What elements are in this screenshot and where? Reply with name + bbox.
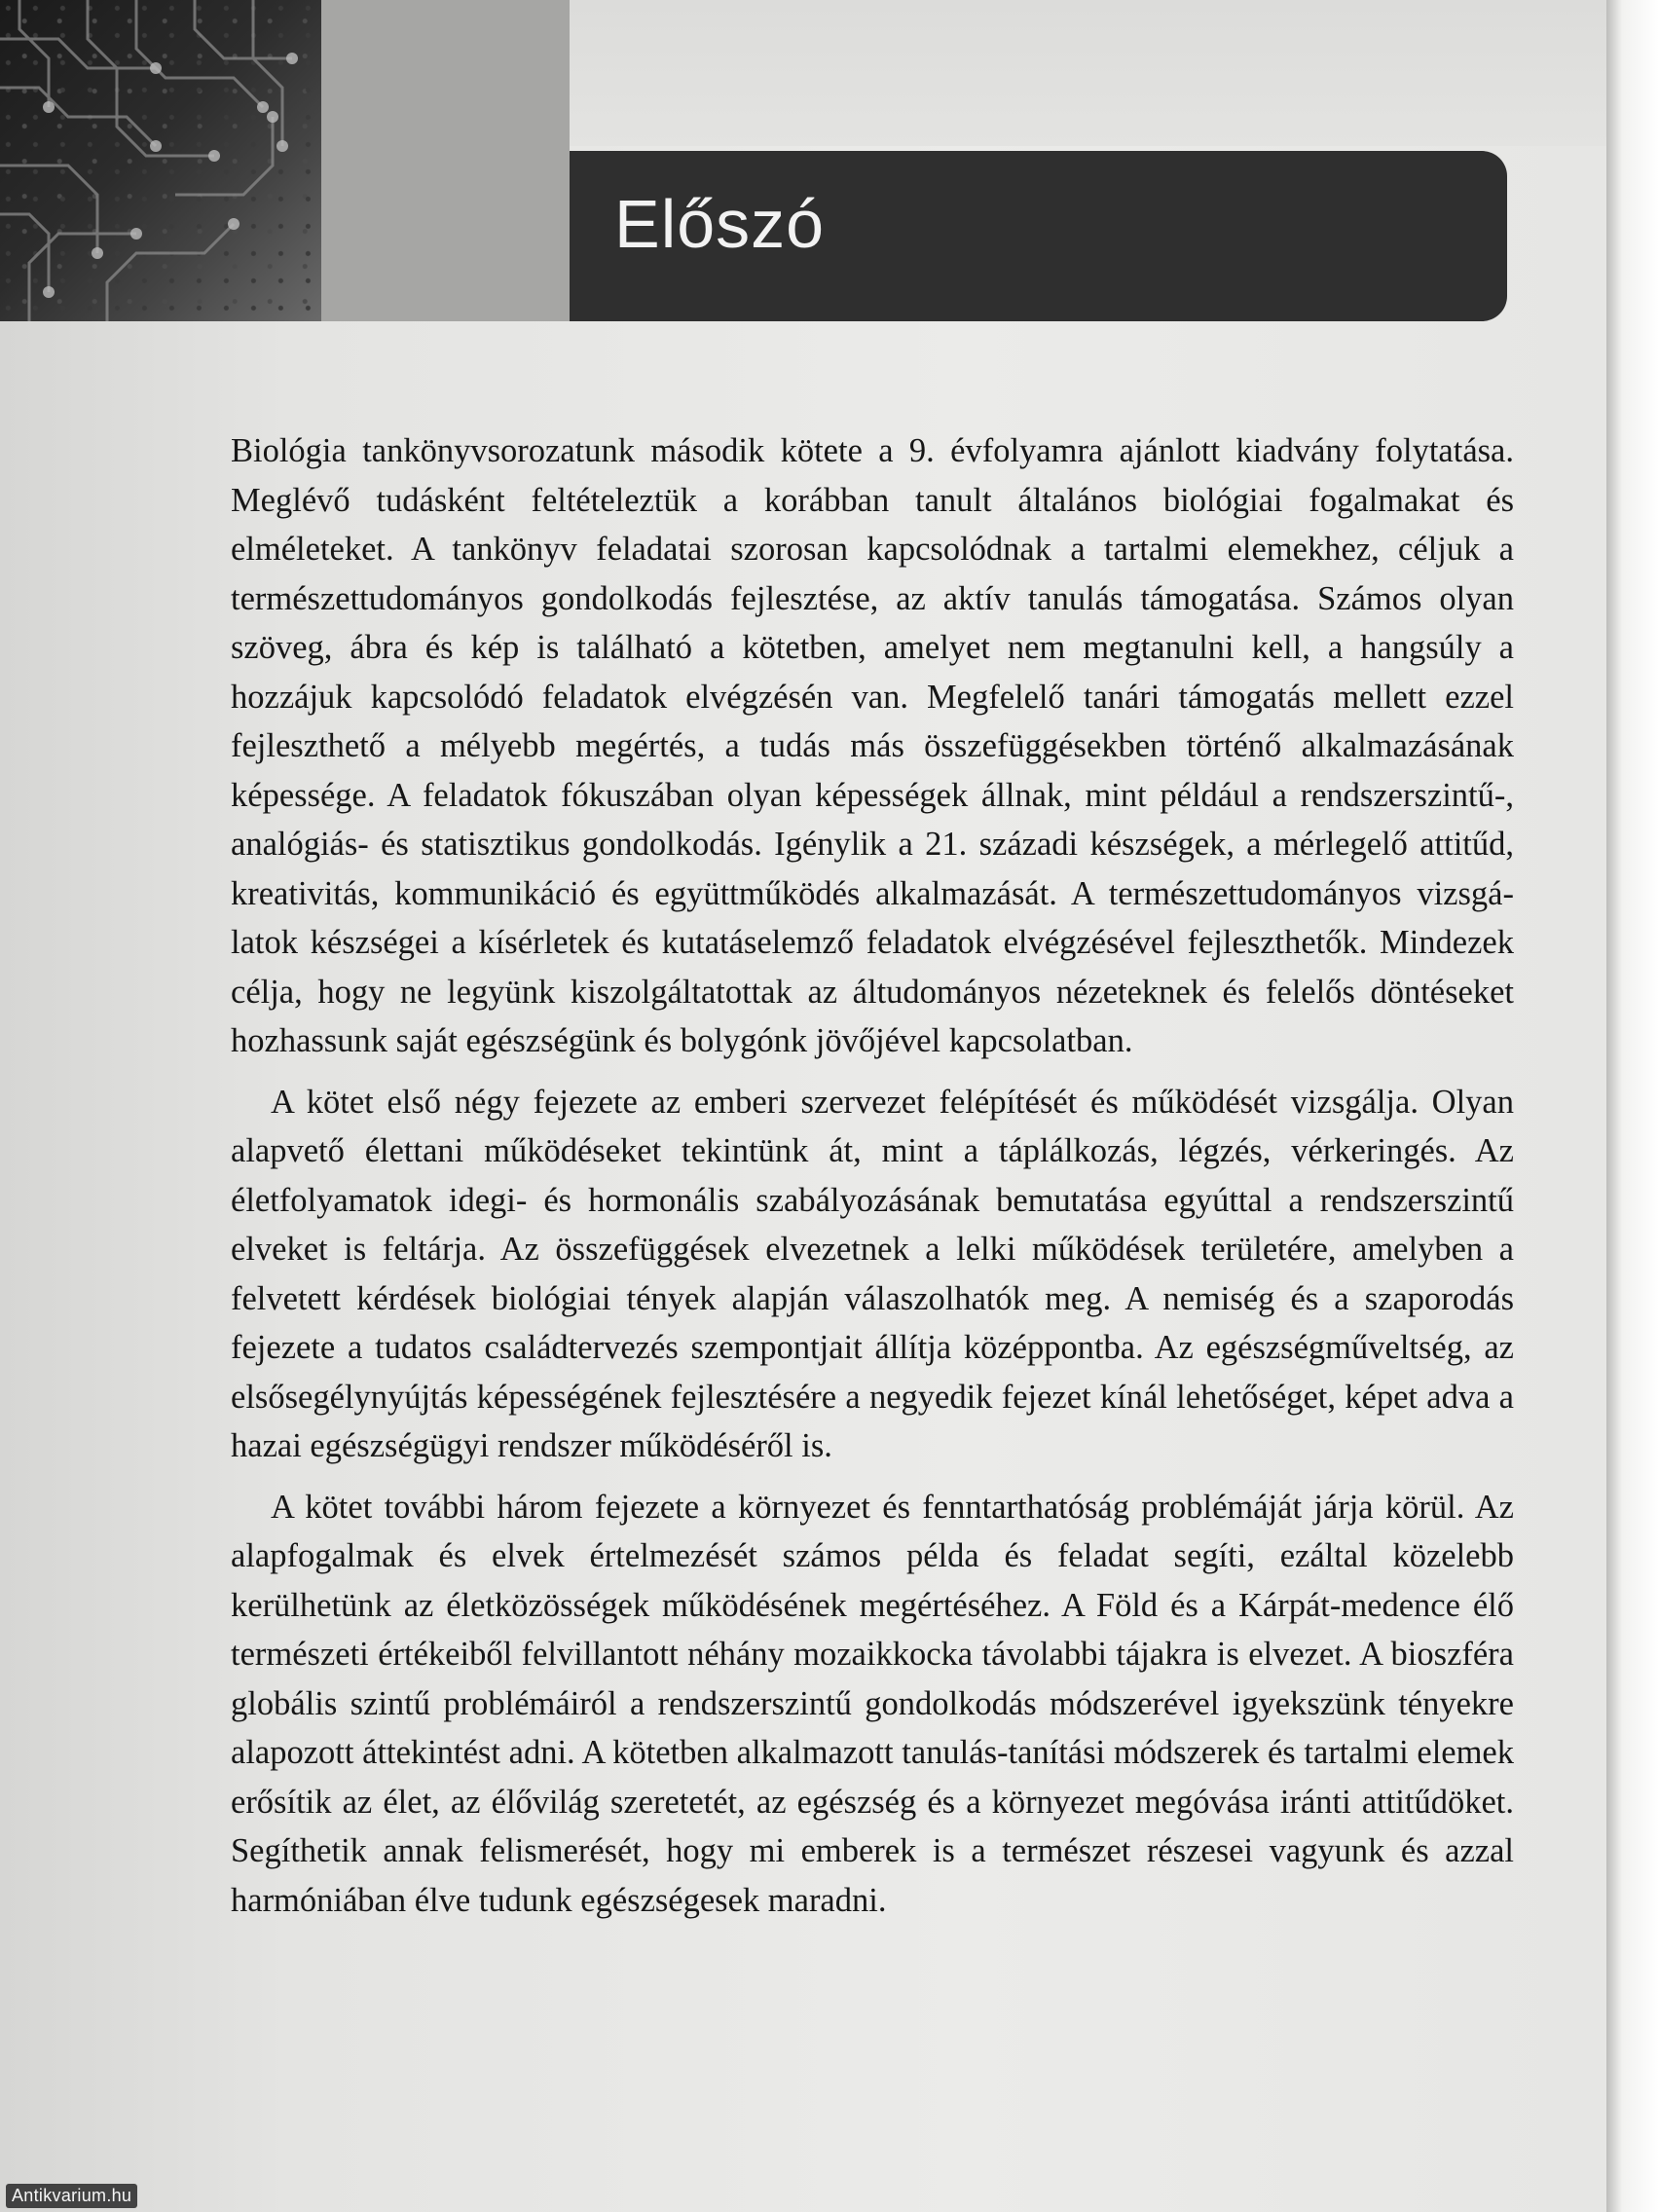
paragraph-3: A kötet további három fejezete a környezet és fenntarthatóság problémáját járja körül. Az alapfogalmak és elvek értelmezését számos példa és feladat segíti, ezáltal közelebb kerülhetünk az életközösségek működésének megértéséhez. A Föld és a Kárpát-medence élő természeti értékeiből felvillantott néhány mozaikkocka távolabbi tájakra is elvezet. A bioszféra globális szintű problémáiról a rendszerszintű gondolkodás módszerével igyekszünk tényekre alapozott áttekintést adni. A kötetben alkalmazott tanulás-tanítási módszerek és tartalmi elemek erősítik az élet, az élővilág szeretetét, az egészség és a környezet megóvása iránti attitűdöket. Segíthetik annak felismerését, hogy mi emberek is a természet részesei vagyunk és azzal harmóniában élve tudunk egészségesek maradni. — [231, 1488, 1514, 1919]
watermark: Antikvarium.hu — [6, 2184, 137, 2208]
body-text — [231, 426, 1514, 1925]
circuit-image — [0, 0, 321, 321]
paragraph-2: A kötet első négy fejezete az emberi szervezet felépítését és működését vizsgálja. Olyan alapvető élettani működéseket tekintünk át, mint a táplálkozás, légzés, vérkeringés. Az életfolyamatok idegi- és hormonális szabályozásának bemutatása egyúttal a rendszerszintű elveket is feltárja. Az összefüggések elvezetnek a lelki működések területére, amelyben a felvetett kérdések biológiai tények alapján válaszolhatók meg. A nemiség és a szaporodás fejezete a tudatos családtervezés szempontjait állítja középpontba. Az egészségműveltség, az elsősegélynyújtás képességének fejlesztésére a negyedik fejezet kínál lehetőséget, képet adva a hazai egészségügyi rendszer működéséről is. — [231, 1083, 1514, 1464]
page-title: Előszó — [614, 186, 826, 262]
header-top-band — [570, 0, 1606, 146]
page-edge — [1606, 0, 1659, 2212]
circuit-pattern-icon — [0, 0, 321, 321]
header-gray-band — [321, 0, 570, 321]
header-bar — [570, 151, 1507, 321]
paragraph-1: Biológia tankönyvsorozatunk második kötete a 9. évfolyamra ajánlott kiadvány folytatása. Meglévő tudásként feltételeztük a korábban tanult általános biológiai fogalmakat és elméleteket. A tankönyv feladatai szorosan kapcsolódnak a tartalmi elemekhez, céljuk a természettudományos gondolkodás fejlesztése, az aktív tanulás támogatása. Számos olyan szöveg, ábra és kép is található a kötetben, amelyet nem megtanulni kell, a hangsúly a hozzájuk kapcsolódó feladatok elvégzésén van. Megfelelő tanári támogatás mellett ezzel fejleszthető a mélyebb megértés, a tudás más összefüggésekben történő alkalmazásának képessége. A feladatok fókuszában olyan képességek állnak, mint például a rendszerszintű-, analógiás- és statisztikus gondolkodás. Igénylik a 21. századi készségek, a mérlegelő attitűd, kreativitás, kommunikáció és együttműködés alkalmazását. A természettudományos vizsgálatok készségei a kísérletek és kutatáselemző feladatok elvégzésével fejleszthetők. Mindezek célja, hogy ne legyünk kiszolgáltatottak az áltudományos nézeteknek és felelős döntéseket hozhassunk saját egészségünk és bolygónk jövőjével kapcsolatban. — [231, 432, 1514, 1059]
